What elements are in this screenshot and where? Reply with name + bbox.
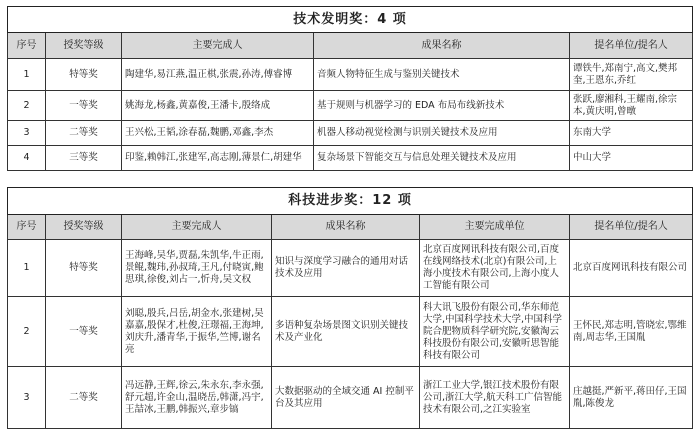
row-level: 二等奖 (46, 121, 122, 146)
row-index: 1 (8, 240, 46, 297)
col-header-people: 主要完成人 (122, 215, 272, 240)
table-row (8, 367, 693, 429)
progress-table-title: 科技进步奖：12 项 (8, 188, 693, 215)
row-level: 三等奖 (46, 146, 122, 171)
row-index: 3 (8, 121, 46, 146)
row-nominator: 张跃,廖湘科,王耀南,徐宗本,黄庆明,曾暾 (570, 91, 693, 121)
row-people: 王兴松,王韬,涂春磊,魏鹏,邓鑫,李杰 (122, 121, 314, 146)
row-index: 4 (8, 146, 46, 171)
col-header-index: 序号 (8, 215, 46, 240)
row-level: 二等奖 (46, 367, 122, 429)
row-achievement: 大数据驱动的全域交通 AI 控制平台及其应用 (272, 367, 420, 429)
col-header-nominator: 提名单位/提名人 (570, 33, 693, 59)
row-people: 印鉴,赖韩江,张建军,高志刚,薄景仁,胡建华 (122, 146, 314, 171)
row-people: 刘聪,殷兵,吕岳,胡金水,张建树,吴嘉嘉,殷保才,杜俊,汪璟福,王海坤,刘庆升,潘青华,于振华,竺博,谢名亮 (122, 297, 272, 367)
table-row (8, 121, 693, 146)
row-people: 姚海龙,杨鑫,黄嘉俊,王潘卡,殷络成 (122, 91, 314, 121)
row-achievement: 多语种复杂场景图文识别关键技术及产业化 (272, 297, 420, 367)
row-units: 浙江工业大学,银江技术股份有限公司,浙江大学,航天科工广信智能技术有限公司,之江实验室 (420, 367, 570, 429)
row-nominator: 王怀民,郑志明,管晓宏,鄂维南,周志华,王国胤 (570, 297, 693, 367)
row-index: 1 (8, 59, 46, 91)
col-header-nominator: 提名单位/提名人 (570, 215, 693, 240)
row-nominator: 谭铁牛,郑南宁,高文,樊邦奎,王恩东,乔红 (570, 59, 693, 91)
row-units: 北京百度网讯科技有限公司,百度在线网络技术(北京)有限公司,上海小度技术有限公司,上海小度人工智能有限公司 (420, 240, 570, 297)
table-row (8, 91, 693, 121)
row-people: 陶建华,易江燕,温正棋,张震,孙涛,傅睿博 (122, 59, 314, 91)
table-row (8, 240, 693, 297)
invention-table-title: 技术发明奖：4 项 (8, 7, 693, 33)
row-level: 一等奖 (46, 91, 122, 121)
progress-award-table (7, 187, 693, 429)
row-level: 特等奖 (46, 59, 122, 91)
table-row (8, 146, 693, 171)
row-nominator: 庄越挺,严新平,蒋田仔,王国胤,陈俊龙 (570, 367, 693, 429)
row-nominator: 东南大学 (570, 121, 693, 146)
row-units: 科大讯飞股份有限公司,华东师范大学,中国科学技术大学,中国科学院合肥物质科学研究院,安徽淘云科技股份有限公司,安徽听思智能科技有限公司 (420, 297, 570, 367)
row-achievement: 音频人物特征生成与鉴别关键技术 (314, 59, 570, 91)
row-index: 3 (8, 367, 46, 429)
row-achievement: 知识与深度学习融合的通用对话技术及应用 (272, 240, 420, 297)
row-index: 2 (8, 91, 46, 121)
col-header-index: 序号 (8, 33, 46, 59)
col-header-people: 主要完成人 (122, 33, 314, 59)
row-index: 2 (8, 297, 46, 367)
row-level: 特等奖 (46, 240, 122, 297)
table-row (8, 297, 693, 367)
row-achievement: 复杂场景下智能交互与信息处理关键技术及应用 (314, 146, 570, 171)
row-achievement: 机器人移动视觉检测与识别关键技术及应用 (314, 121, 570, 146)
col-header-achievement: 成果名称 (272, 215, 420, 240)
row-nominator: 中山大学 (570, 146, 693, 171)
invention-award-table (7, 6, 693, 171)
col-header-level: 授奖等级 (46, 33, 122, 59)
col-header-level: 授奖等级 (46, 215, 122, 240)
col-header-achievement: 成果名称 (314, 33, 570, 59)
row-achievement: 基于规则与机器学习的 EDA 布局布线新技术 (314, 91, 570, 121)
col-header-units: 主要完成单位 (420, 215, 570, 240)
row-people: 冯远静,王辉,徐云,朱永东,李永强,舒元超,许金山,温晓岳,韩潇,冯宇,王喆冰,王鹏,韩振兴,章步镐 (122, 367, 272, 429)
row-level: 一等奖 (46, 297, 122, 367)
row-nominator: 北京百度网讯科技有限公司 (570, 240, 693, 297)
table-row (8, 59, 693, 91)
row-people: 王海峰,吴华,贾磊,朱凯华,牛正雨,景鲲,魏玮,孙叔琦,王凡,付晓寅,鲍思琪,徐俊,刘占一,忻舟,吴文权 (122, 240, 272, 297)
